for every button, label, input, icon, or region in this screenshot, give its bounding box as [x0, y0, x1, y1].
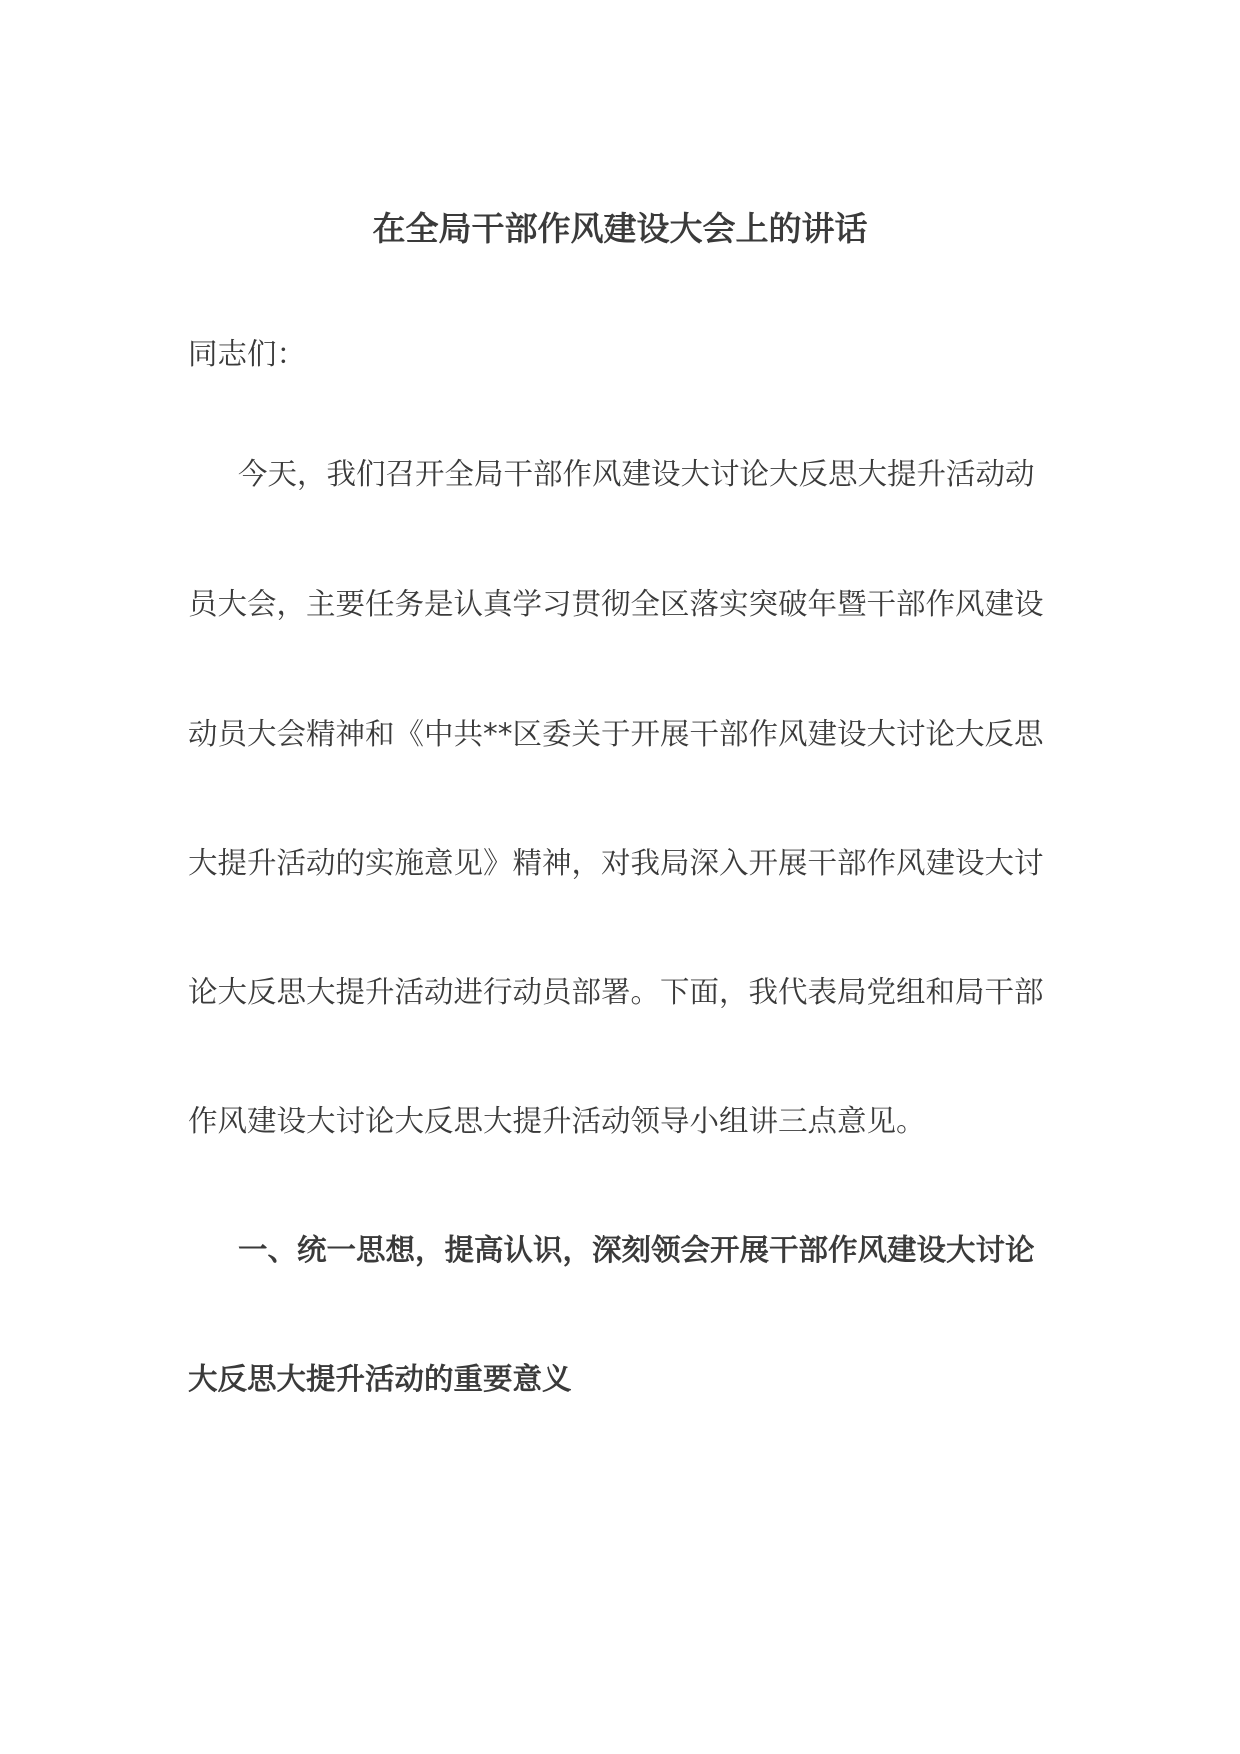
section-heading-line: 一、统一思想，提高认识，深刻领会开展干部作风建设大讨论 [238, 1233, 1035, 1267]
paragraph-line: 作风建设大讨论大反思大提升活动领导小组讲三点意见。 [188, 1104, 926, 1138]
section-heading-line: 大反思大提升活动的重要意义 [188, 1362, 572, 1396]
salutation: 同志们： [188, 337, 307, 371]
paragraph-line: 大提升活动的实施意见》精神，对我局深入开展干部作风建设大讨 [188, 846, 1044, 880]
page-title: 在全局干部作风建设大会上的讲话 [372, 209, 868, 248]
paragraph-line: 员大会，主要任务是认真学习贯彻全区落实突破年暨干部作风建设 [188, 587, 1044, 621]
paragraph-line: 动员大会精神和《中共**区委关于开展干部作风建设大讨论大反思 [188, 717, 1044, 751]
paragraph-line: 论大反思大提升活动进行动员部署。下面，我代表局党组和局干部 [188, 975, 1044, 1009]
paragraph-line: 今天，我们召开全局干部作风建设大讨论大反思大提升活动动 [238, 457, 1035, 491]
